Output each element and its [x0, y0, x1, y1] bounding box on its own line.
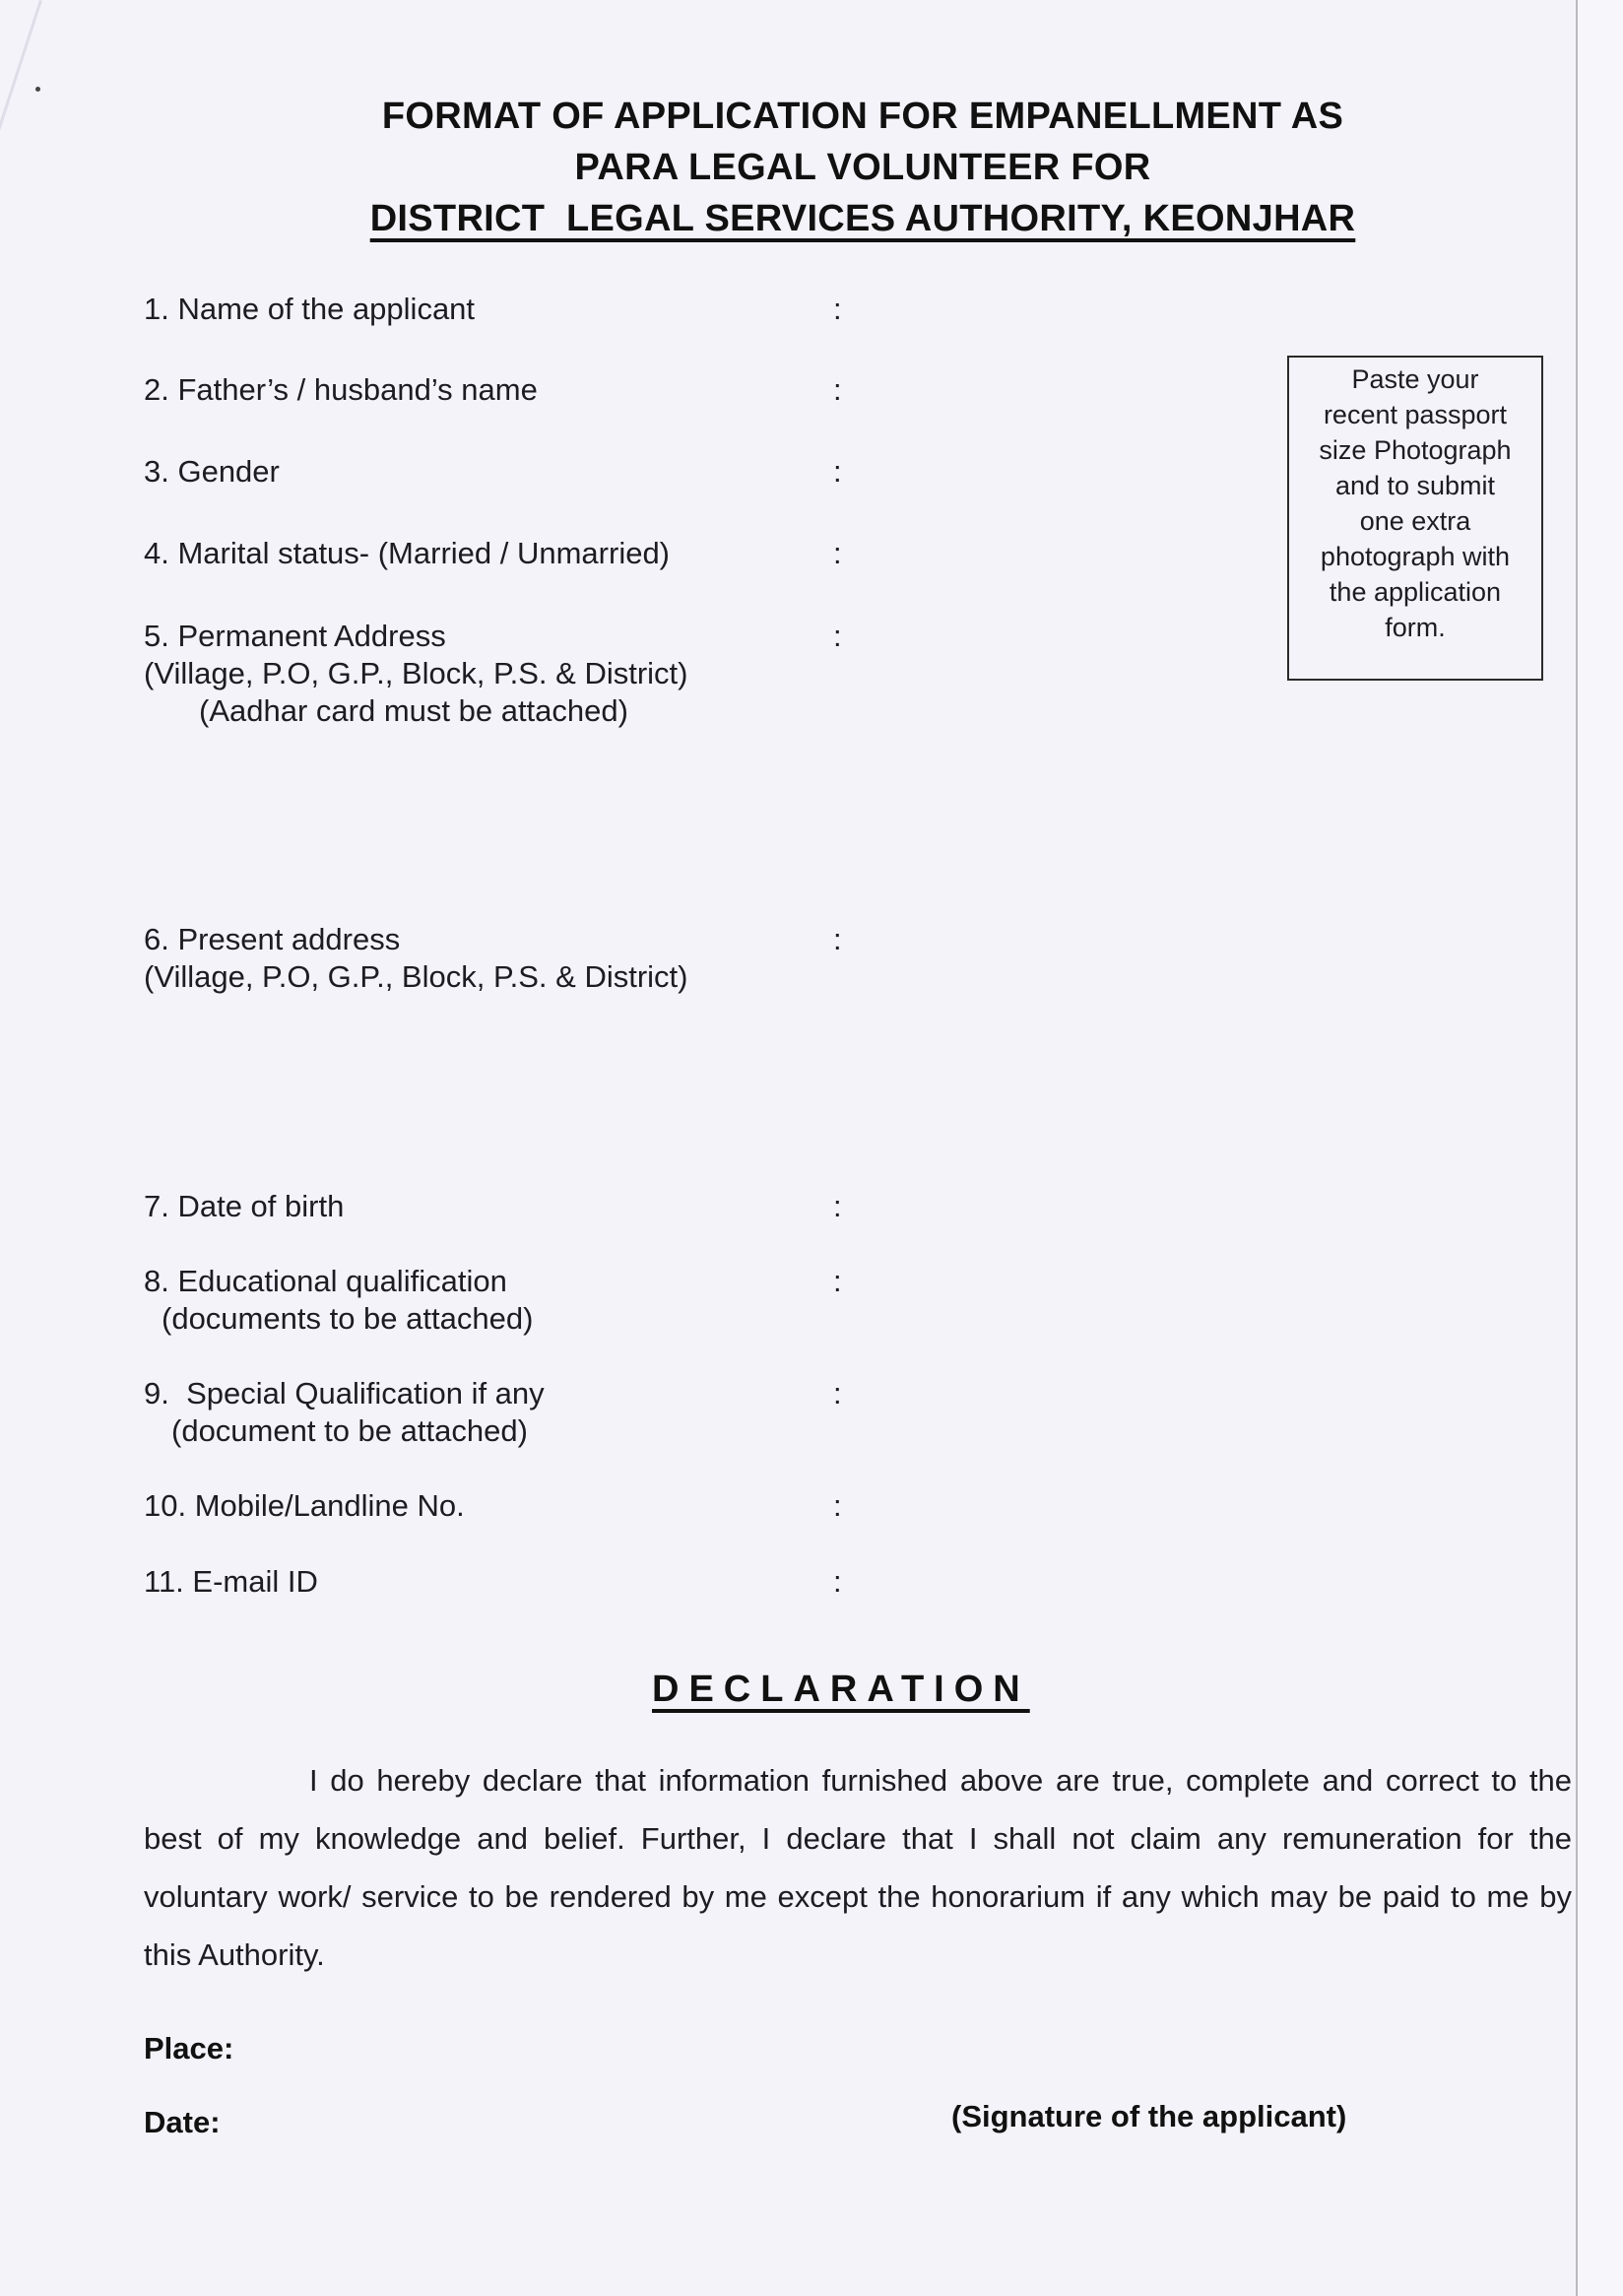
- field-applicant-name[interactable]: [144, 291, 475, 328]
- field-label: 11. E-mail ID: [144, 1564, 318, 1599]
- declaration-heading: DECLARATION: [652, 1669, 1030, 1710]
- field-separator: :: [833, 1488, 842, 1523]
- field-label: 10. Mobile/Landline No.: [144, 1488, 465, 1523]
- field-marital-status[interactable]: [144, 535, 670, 572]
- field-separator: :: [833, 922, 842, 956]
- photo-instruction-line: and to submit: [1334, 471, 1496, 500]
- field-separator: :: [833, 1376, 842, 1410]
- field-separator: :: [833, 454, 842, 489]
- field-sublabel: (Village, P.O, G.P., Block, P.S. & District): [144, 656, 688, 690]
- title-line-2: PARA LEGAL VOLUNTEER FOR: [574, 147, 1151, 188]
- date-field[interactable]: Date:: [144, 2105, 221, 2139]
- photo-instruction-line: recent passport: [1323, 400, 1508, 429]
- field-label: 9. Special Qualification if any: [144, 1376, 545, 1410]
- field-separator: :: [833, 372, 842, 407]
- field-permanent-address[interactable]: [144, 618, 687, 730]
- field-note: (documents to be attached): [162, 1301, 534, 1336]
- field-special-qualification[interactable]: [144, 1375, 545, 1450]
- field-mobile-landline[interactable]: [144, 1487, 465, 1525]
- field-label: 1. Name of the applicant: [144, 292, 476, 326]
- photo-instruction-line: size Photograph: [1319, 435, 1512, 465]
- photo-paste-box[interactable]: [1287, 356, 1543, 681]
- signature-field[interactable]: (Signature of the applicant): [951, 2099, 1347, 2133]
- field-separator: :: [833, 619, 842, 653]
- field-present-address[interactable]: [144, 921, 687, 996]
- photo-instruction-line: one extra: [1359, 506, 1471, 536]
- field-note: (Aadhar card must be attached): [199, 693, 628, 728]
- title-line-3: DISTRICT LEGAL SERVICES AUTHORITY, KEONJHAR: [369, 198, 1356, 239]
- field-label: 5. Permanent Address: [144, 619, 446, 653]
- field-separator: :: [833, 1564, 842, 1599]
- field-educational-qualification[interactable]: [144, 1263, 533, 1338]
- photo-instruction-line: the application: [1329, 577, 1502, 607]
- field-note: (document to be attached): [171, 1413, 528, 1448]
- field-email-id[interactable]: [144, 1563, 318, 1601]
- page-margin-shade: [1578, 0, 1623, 2296]
- field-label: 2. Father’s / husband’s name: [144, 372, 538, 407]
- field-separator: :: [833, 1264, 842, 1298]
- field-separator: :: [833, 292, 842, 326]
- photo-instruction-line: photograph with: [1320, 542, 1511, 571]
- field-father-husband-name[interactable]: [144, 371, 538, 409]
- field-separator: :: [833, 536, 842, 570]
- page-edge-line: [1576, 0, 1578, 2296]
- field-label: 4. Marital status- (Married / Unmarried): [144, 536, 671, 570]
- title-line-1: FORMAT OF APPLICATION FOR EMPANELLMENT AS: [381, 96, 1344, 137]
- declaration-text: I do hereby declare that information furnished above are true, complete and correct to the best of my knowledge and belief. Further, I declare that I shall not claim any remuneration for the voluntary work/ service to be rendered by me except the honorarium if any which may be paid to me by this Authority.: [144, 1763, 1572, 1972]
- field-date-of-birth[interactable]: [144, 1188, 344, 1225]
- field-gender[interactable]: [144, 453, 280, 491]
- field-label: 8. Educational qualification: [144, 1264, 507, 1298]
- field-label: 6. Present address: [144, 922, 401, 956]
- photo-instruction-line: form.: [1385, 613, 1446, 642]
- field-label: 3. Gender: [144, 454, 280, 489]
- field-separator: :: [833, 1189, 842, 1223]
- place-field[interactable]: Place:: [144, 2031, 234, 2066]
- field-label: 7. Date of birth: [144, 1189, 345, 1223]
- field-sublabel: (Village, P.O, G.P., Block, P.S. & District): [144, 959, 688, 994]
- document-title: [0, 91, 1623, 244]
- photo-instruction-line: Paste your: [1351, 364, 1479, 394]
